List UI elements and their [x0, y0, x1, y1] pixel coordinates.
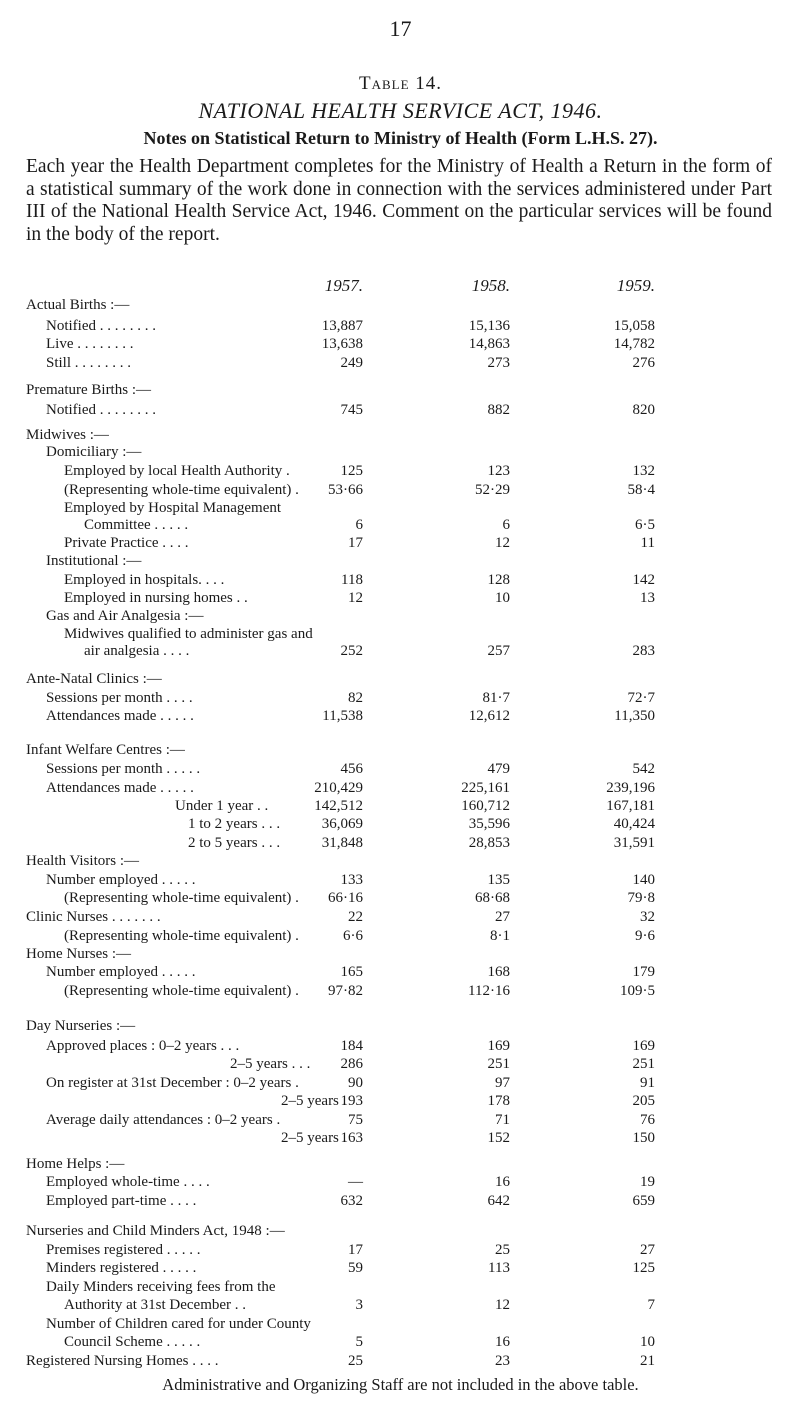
cell-1958: 178 [487, 1093, 510, 1110]
cell-1957: 36,069 [321, 816, 363, 833]
row-label: Notified . . . . . . . . [46, 317, 156, 334]
cell-1959: 19 [640, 1174, 655, 1191]
cell-1959: 251 [632, 1055, 655, 1072]
cell-1958: 135 [487, 872, 510, 888]
table-row [0, 889, 801, 907]
cell-1957: 90 [348, 1075, 363, 1092]
cell-1959: 276 [632, 354, 655, 371]
cell-1957: 75 [348, 1111, 363, 1128]
row-label: 2–5 years . [281, 1093, 347, 1110]
cell-1957: 165 [340, 964, 363, 981]
cell-1957: 5 [355, 1333, 363, 1350]
row-label: 1 to 2 years . . . [188, 816, 281, 833]
cell-1959: 13 [640, 589, 655, 606]
row-label: 2 to 5 years . . . [188, 834, 281, 851]
row-label: Sessions per month . . . . [46, 690, 193, 706]
paragraph-line: the report. [139, 223, 220, 245]
row-label: Employed whole-time . . . . [46, 1174, 210, 1191]
table-row [0, 317, 801, 335]
cell-1959: 140 [632, 872, 655, 888]
table-row [0, 927, 801, 945]
table-row [0, 642, 801, 660]
table-row [0, 689, 801, 707]
cell-1958: 12 [495, 1297, 510, 1314]
row-label: Private Practice . . . . [64, 534, 189, 551]
table-row [0, 607, 801, 625]
row-label: Attendances made . . . . . [46, 779, 194, 796]
cell-1957: 456 [340, 761, 363, 778]
cell-1958: 12,612 [468, 708, 510, 725]
cell-1959: 179 [632, 964, 655, 981]
cell-1958: 123 [487, 463, 510, 480]
cell-1959: 283 [632, 642, 655, 659]
cell-1959: 125 [632, 1259, 655, 1276]
table-row [0, 354, 801, 372]
cell-1957: 53·66 [328, 481, 363, 498]
cell-1959: 132 [632, 463, 655, 480]
table-row [0, 1333, 801, 1351]
cell-1957: 66·16 [328, 890, 363, 907]
cell-1959: 150 [632, 1130, 655, 1146]
row-label: (Representing whole-time equivalent) . [64, 982, 299, 999]
cell-1958: 81·7 [482, 690, 510, 706]
row-label: Employed by Hospital Management [64, 500, 282, 516]
table-row [0, 534, 801, 552]
table-row [0, 1192, 801, 1210]
table-row [0, 1352, 801, 1370]
row-label: Premises registered . . . . . [46, 1242, 201, 1259]
row-label: Gas and Air Analgesia :— [46, 608, 204, 624]
row-label: Home Nurses :— [26, 946, 131, 963]
cell-1958: 97 [495, 1075, 510, 1092]
table-row [0, 741, 801, 759]
row-label: (Representing whole-time equivalent) . [64, 927, 299, 944]
cell-1959: 79·8 [627, 890, 655, 907]
notes-subheading: Notes on Statistical Return to Ministry of Health (Form L.H.S. 27). [143, 128, 658, 148]
document-heading: NATIONAL HEALTH SERVICE ACT, 1946. [198, 98, 603, 123]
row-label: Midwives :— [26, 426, 109, 443]
table-row [0, 443, 801, 461]
cell-1957: 59 [348, 1259, 363, 1276]
table-row [0, 625, 801, 643]
cell-1958: 642 [487, 1192, 510, 1209]
cell-1959: 21 [640, 1353, 655, 1369]
table-row [0, 516, 801, 534]
table-row [0, 335, 801, 353]
cell-1958: 23 [495, 1353, 510, 1369]
row-label: Clinic Nurses . . . . . . . [26, 908, 161, 925]
cell-1957: 13,887 [321, 317, 363, 334]
table-row [0, 779, 801, 797]
table-row [0, 1017, 801, 1035]
year-header-1957: 1957. [324, 276, 363, 295]
table-row [0, 462, 801, 480]
cell-1958: 52·29 [475, 481, 510, 498]
row-label: Employed part-time . . . . [46, 1192, 197, 1209]
cell-1957: 193 [340, 1093, 363, 1110]
table-row [0, 945, 801, 963]
paragraph-line: with the services administered under Part III of the National Health Service [26, 178, 772, 223]
cell-1957: 210,429 [314, 779, 363, 796]
cell-1958: 8·1 [490, 927, 510, 944]
table-row [0, 481, 801, 499]
cell-1959: 820 [632, 401, 655, 418]
table-row [0, 296, 801, 314]
row-label: Council Scheme . . . . . [64, 1333, 201, 1350]
row-label: Live . . . . . . . . [46, 336, 134, 353]
cell-1958: 6 [502, 516, 510, 533]
row-label: Day Nurseries :— [26, 1018, 136, 1035]
row-label: Institutional :— [46, 553, 142, 570]
table-row [0, 1111, 801, 1129]
cell-1957: 6 [355, 516, 363, 533]
cell-1957: 22 [348, 908, 363, 925]
table-row [0, 1092, 801, 1110]
cell-1959: 58·4 [627, 481, 655, 498]
cell-1957: 118 [341, 571, 363, 588]
table-row [0, 499, 801, 517]
cell-1958: 15,136 [468, 317, 510, 334]
table-row [0, 982, 801, 1000]
cell-1958: 251 [487, 1055, 510, 1072]
cell-1957: 249 [340, 354, 363, 371]
cell-1958: 25 [495, 1242, 510, 1259]
table-row [0, 571, 801, 589]
row-label: Attendances made . . . . . [46, 708, 194, 725]
paragraph-line: Act, 1946. Comment on the particular services will be found in the body of [26, 201, 772, 245]
table-row [0, 1222, 801, 1240]
cell-1957: 252 [340, 642, 363, 659]
cell-1957: 745 [340, 401, 363, 418]
table-row [0, 1155, 801, 1173]
row-label: 2–5 years . [281, 1130, 347, 1146]
row-label: Employed by local Health Authority . [64, 463, 290, 480]
cell-1959: 11,350 [614, 708, 655, 725]
table-row [0, 871, 801, 889]
row-label: Minders registered . . . . . [46, 1259, 197, 1276]
cell-1957: 97·82 [328, 982, 363, 999]
cell-1957: 125 [340, 463, 363, 480]
table-row [0, 670, 801, 688]
table-row [0, 552, 801, 570]
table-row [0, 797, 801, 815]
row-label: Premature Births :— [26, 381, 151, 398]
cell-1959: 27 [640, 1242, 655, 1259]
cell-1957: 632 [340, 1192, 363, 1209]
cell-1958: 225,161 [461, 779, 510, 796]
cell-1957: 12 [348, 589, 363, 606]
cell-1959: 40,424 [613, 816, 655, 833]
row-label: Notified . . . . . . . . [46, 401, 156, 418]
row-label: Still . . . . . . . . [46, 354, 132, 371]
cell-1959: 9·6 [635, 927, 655, 944]
row-label: Actual Births :— [26, 297, 130, 313]
row-label: Average daily attendances : 0–2 years . [46, 1111, 281, 1128]
row-label: (Representing whole-time equivalent) . [64, 481, 299, 498]
cell-1959: 169 [632, 1037, 655, 1054]
table-row [0, 1296, 801, 1314]
cell-1959: 14,782 [613, 336, 655, 353]
table-row [0, 852, 801, 870]
cell-1959: 31,591 [613, 834, 655, 851]
cell-1958: 16 [495, 1333, 510, 1350]
table-row [0, 1278, 801, 1296]
row-label: Under 1 year . . [175, 798, 269, 814]
cell-1958: 14,863 [468, 336, 510, 353]
cell-1958: 27 [495, 908, 510, 925]
row-label: Health Visitors :— [26, 852, 139, 869]
row-label: Domiciliary :— [46, 444, 142, 461]
cell-1959: 32 [640, 908, 655, 925]
cell-1957: 11,538 [322, 708, 363, 725]
cell-1958: 160,712 [461, 798, 510, 814]
cell-1958: 479 [487, 761, 510, 778]
cell-1957: 6·6 [343, 927, 363, 944]
cell-1958: 28,853 [468, 834, 510, 851]
cell-1958: 12 [495, 534, 510, 551]
row-label: Employed in hospitals. . . . [64, 571, 225, 588]
cell-1959: 542 [632, 761, 655, 778]
table-row [0, 1241, 801, 1259]
table-row [0, 1055, 801, 1073]
row-label: Ante-Natal Clinics :— [26, 670, 162, 687]
table-row [0, 834, 801, 852]
cell-1957: 133 [340, 872, 363, 888]
cell-1959: 15,058 [613, 317, 655, 334]
paragraph-line: a Return in the form of a statistical summary of the work done in connection [26, 156, 772, 200]
row-label: (Representing whole-time equivalent) . [64, 890, 299, 907]
cell-1957: 163 [340, 1130, 363, 1146]
table-row [0, 1129, 801, 1147]
cell-1957: 184 [340, 1037, 363, 1054]
table-row [0, 760, 801, 778]
row-label: Authority at 31st December . . [64, 1297, 247, 1314]
table-row [0, 707, 801, 725]
row-label: Number employed . . . . . [46, 872, 196, 888]
cell-1959: 6·5 [635, 516, 655, 533]
table-row [0, 1315, 801, 1333]
cell-1958: 68·68 [475, 890, 510, 907]
row-label: Approved places : 0–2 years . . . [46, 1037, 240, 1054]
row-label: Employed in nursing homes . . [64, 589, 248, 606]
cell-1957: 286 [340, 1055, 363, 1072]
cell-1958: 16 [495, 1174, 510, 1191]
row-label: Number of Children cared for under County [46, 1315, 311, 1332]
cell-1959: 7 [647, 1297, 655, 1314]
page-number: 17 [389, 16, 412, 41]
table-row [0, 589, 801, 607]
cell-1958: 113 [488, 1259, 510, 1276]
cell-1959: 167,181 [606, 798, 655, 814]
cell-1958: 273 [487, 354, 510, 371]
cell-1959: 109·5 [620, 982, 655, 999]
row-label: Home Helps :— [26, 1156, 125, 1173]
table-row [0, 1074, 801, 1092]
row-label: 2–5 years . . . [230, 1055, 311, 1072]
year-header-1958: 1958. [471, 276, 510, 295]
row-label: On register at 31st December : 0–2 years . [46, 1075, 299, 1092]
table-row [0, 815, 801, 833]
row-label: Sessions per month . . . . . [46, 761, 201, 778]
year-header-1959: 1959. [616, 276, 655, 295]
cell-1958: 10 [495, 589, 510, 606]
cell-1958: 152 [487, 1130, 510, 1146]
cell-1957: 13,638 [321, 336, 363, 353]
cell-1959: 142 [632, 571, 655, 588]
cell-1959: 91 [640, 1075, 655, 1092]
cell-1957: 3 [355, 1297, 363, 1314]
table-row [0, 1259, 801, 1277]
table-row [0, 908, 801, 926]
row-label: Committee . . . . . [84, 516, 189, 533]
row-label: air analgesia . . . . [84, 642, 190, 659]
table-row [0, 1037, 801, 1055]
table-row [0, 963, 801, 981]
cell-1957: 31,848 [321, 834, 363, 851]
cell-1957: 25 [348, 1353, 363, 1369]
row-label: Midwives qualified to administer gas and [64, 626, 313, 643]
cell-1959: 10 [640, 1333, 655, 1350]
row-label: Nurseries and Child Minders Act, 1948 :— [26, 1223, 285, 1240]
cell-1958: 35,596 [468, 816, 510, 833]
table-row [0, 426, 801, 444]
cell-1957: 142,512 [314, 798, 363, 814]
cell-1959: 239,196 [606, 779, 655, 796]
table-caption: Table 14. [358, 73, 443, 94]
cell-1958: 257 [487, 642, 510, 659]
cell-1957: 17 [348, 1242, 363, 1259]
cell-1958: 168 [487, 964, 510, 981]
footer-note: Administrative and Organizing Staff are not included in the above table. [162, 1375, 639, 1394]
cell-1958: 169 [487, 1037, 510, 1054]
cell-1959: 659 [632, 1192, 655, 1209]
cell-1959: 72·7 [627, 690, 655, 706]
cell-1958: 128 [487, 571, 510, 588]
row-label: Infant Welfare Centres :— [26, 742, 185, 759]
cell-1959: 11 [640, 534, 655, 551]
cell-1959: 205 [632, 1093, 655, 1110]
cell-1958: 71 [495, 1111, 510, 1128]
paragraph-line: Each year the Health Department completes for the Ministry of Health [26, 156, 584, 177]
cell-1957: — [348, 1174, 363, 1191]
row-label: Number employed . . . . . [46, 964, 196, 981]
cell-1957: 82 [348, 690, 363, 706]
table-row [0, 381, 801, 399]
cell-1959: 76 [640, 1111, 655, 1128]
cell-1957: 17 [348, 534, 363, 551]
row-label: Registered Nursing Homes . . . . [26, 1353, 219, 1369]
table-row [0, 401, 801, 419]
cell-1958: 112·16 [468, 982, 510, 999]
cell-1958: 882 [487, 401, 510, 418]
table-row [0, 1173, 801, 1191]
intro-paragraph [26, 156, 772, 246]
row-label: Daily Minders receiving fees from the [46, 1278, 276, 1295]
